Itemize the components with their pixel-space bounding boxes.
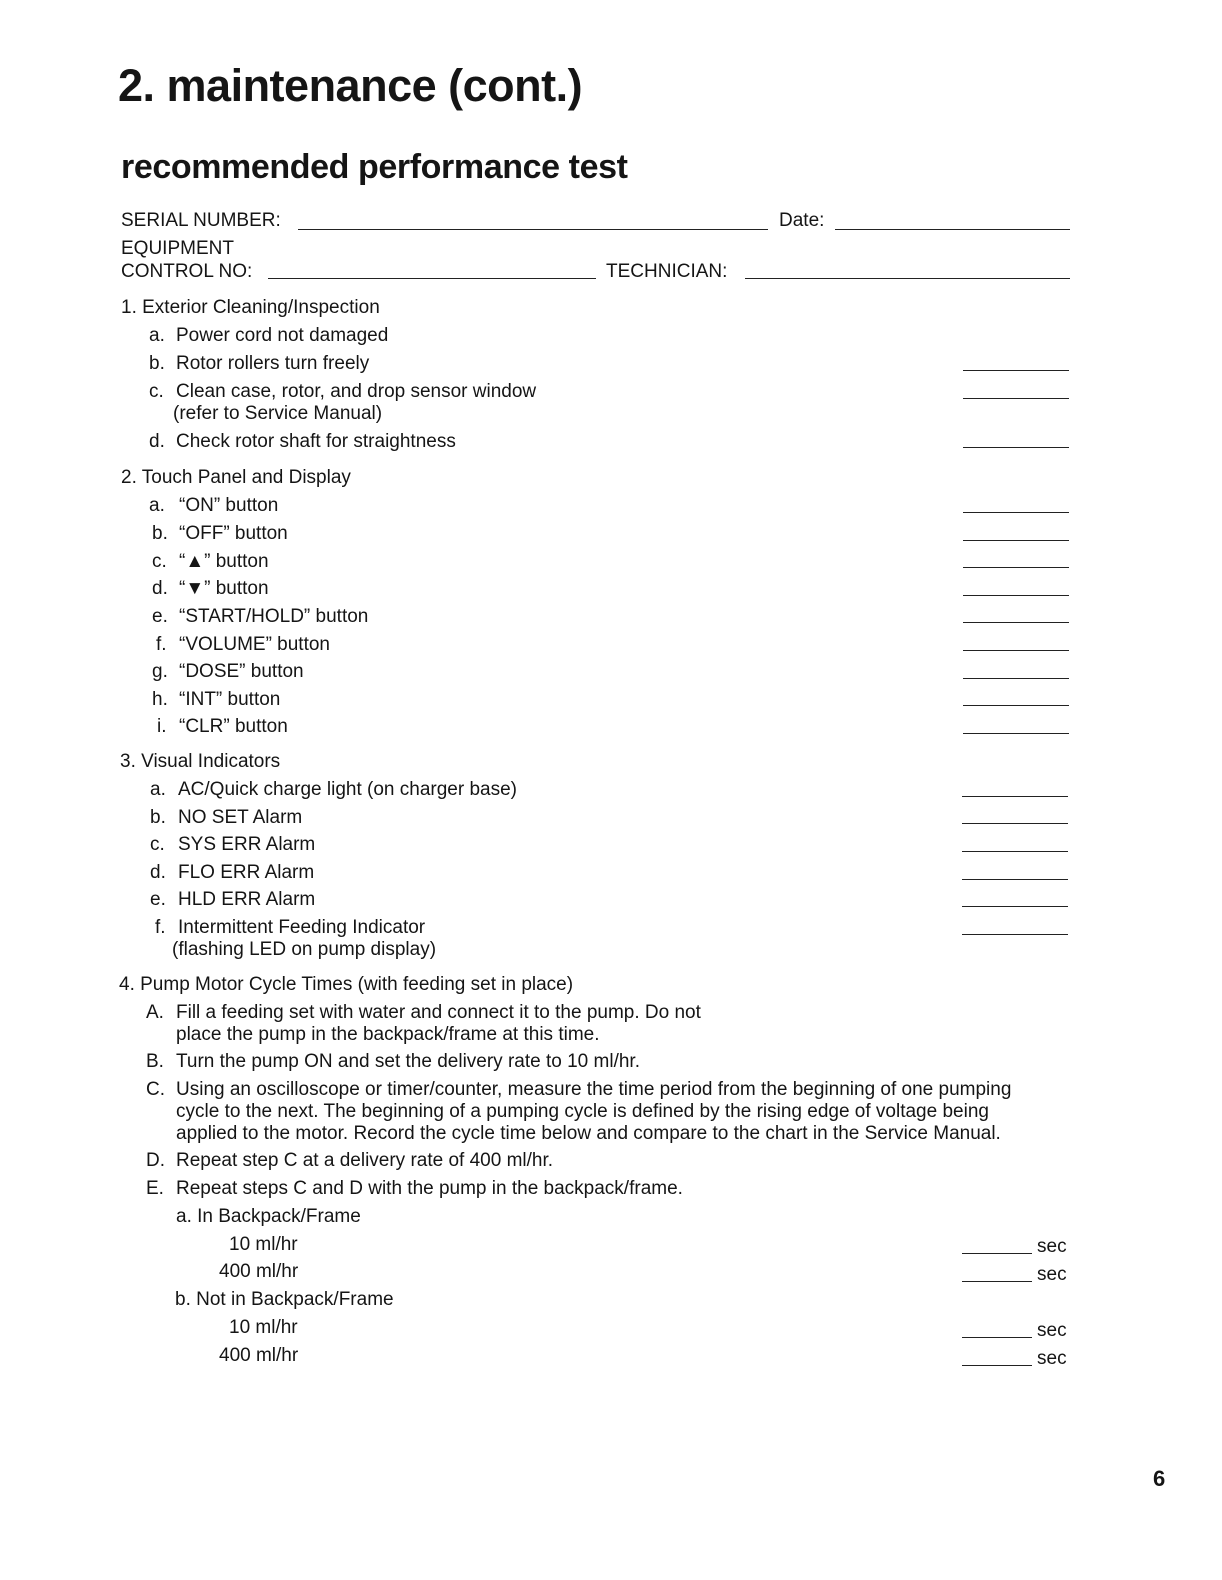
list-item-text: FLO ERR Alarm	[178, 862, 315, 883]
control-no-field[interactable]	[268, 278, 596, 279]
list-item-label: b.	[150, 807, 166, 828]
sec-entry-line[interactable]	[962, 1365, 1032, 1366]
list-item-text: NO SET Alarm	[178, 807, 303, 828]
check-line[interactable]	[963, 447, 1069, 448]
rate-label: 400 ml/hr	[219, 1345, 299, 1366]
section-3-title: 3. Visual Indicators	[120, 751, 281, 772]
step-text: Repeat steps C and D with the pump in the backpack/frame.	[176, 1178, 683, 1199]
list-item-text: Check rotor shaft for straightness	[176, 431, 456, 452]
step-label: E.	[146, 1178, 164, 1199]
check-line[interactable]	[963, 678, 1069, 679]
rate-label: 10 ml/hr	[229, 1317, 298, 1338]
step-text: applied to the motor. Record the cycle time below and compare to the chart in the Service Manual.	[176, 1123, 1001, 1144]
list-item-label: b.	[152, 523, 168, 544]
list-item-text: “▲” button	[179, 551, 269, 572]
list-item-text: Rotor rollers turn freely	[176, 353, 370, 374]
list-item-label: d.	[150, 862, 166, 883]
list-item-text: “CLR” button	[179, 716, 288, 737]
step-text: Using an oscilloscope or timer/counter, measure the time period from the beginning of one pumping	[176, 1079, 1012, 1100]
rate-label: 10 ml/hr	[229, 1234, 298, 1255]
list-item-label: a.	[149, 495, 165, 516]
list-item-text: Clean case, rotor, and drop sensor window	[176, 381, 537, 402]
list-item-label: i.	[157, 716, 167, 737]
list-item-text: “INT” button	[179, 689, 281, 710]
list-item-label: g.	[152, 661, 168, 682]
sec-entry-line[interactable]	[962, 1253, 1032, 1254]
section-1-title: 1. Exterior Cleaning/Inspection	[121, 297, 380, 318]
sec-entry-line[interactable]	[962, 1281, 1032, 1282]
check-line[interactable]	[963, 540, 1069, 541]
technician-field[interactable]	[745, 278, 1070, 279]
list-item-text: “ON” button	[179, 495, 279, 516]
list-item-label: c.	[149, 381, 164, 402]
step-text: place the pump in the backpack/frame at this time.	[176, 1024, 600, 1045]
check-line[interactable]	[962, 796, 1068, 797]
list-item-text: “START/HOLD” button	[179, 606, 369, 627]
check-line[interactable]	[963, 733, 1069, 734]
check-line[interactable]	[963, 705, 1069, 706]
check-line[interactable]	[962, 851, 1068, 852]
serial-number-label: SERIAL NUMBER:	[121, 210, 281, 231]
check-line[interactable]	[963, 567, 1069, 568]
list-item-text: Intermittent Feeding Indicator	[178, 917, 426, 938]
check-line[interactable]	[963, 622, 1069, 623]
step-label: C.	[146, 1079, 165, 1100]
list-item-text-cont: (refer to Service Manual)	[173, 403, 383, 424]
check-line[interactable]	[962, 934, 1068, 935]
sub-heading-in-backpack: a. In Backpack/Frame	[176, 1206, 361, 1227]
list-item-label: e.	[152, 606, 168, 627]
list-item-text: HLD ERR Alarm	[178, 889, 316, 910]
page-title: 2. maintenance (cont.)	[118, 60, 583, 111]
step-label: D.	[146, 1150, 165, 1171]
date-field[interactable]	[835, 229, 1070, 230]
equipment-label: EQUIPMENT	[121, 238, 234, 259]
technician-label: TECHNICIAN:	[606, 261, 728, 282]
list-item-label: c.	[152, 551, 167, 572]
check-line[interactable]	[962, 879, 1068, 880]
sec-entry-line[interactable]	[962, 1337, 1032, 1338]
control-no-label: CONTROL NO:	[121, 261, 253, 282]
list-item-text: “▼” button	[179, 578, 269, 599]
section-4-title: 4. Pump Motor Cycle Times (with feeding set in place)	[119, 974, 574, 995]
serial-number-field[interactable]	[298, 229, 768, 230]
check-line[interactable]	[963, 370, 1069, 371]
step-text: Fill a feeding set with water and connect it to the pump. Do not	[176, 1002, 701, 1023]
step-label: A.	[146, 1002, 164, 1023]
step-text: Repeat step C at a delivery rate of 400 ml/hr.	[176, 1150, 554, 1171]
step-text: Turn the pump ON and set the delivery rate to 10 ml/hr.	[176, 1051, 640, 1072]
list-item-text: “OFF” button	[179, 523, 288, 544]
check-line[interactable]	[963, 650, 1069, 651]
section-2-title: 2. Touch Panel and Display	[121, 467, 351, 488]
step-text: cycle to the next. The beginning of a pumping cycle is defined by the rising edge of voltage being	[176, 1101, 989, 1122]
list-item-label: f.	[155, 917, 166, 938]
rate-label: 400 ml/hr	[219, 1261, 299, 1282]
unit-label: sec	[1037, 1264, 1067, 1285]
list-item-label: b.	[149, 353, 165, 374]
list-item-text: SYS ERR Alarm	[178, 834, 316, 855]
list-item-text: AC/Quick charge light (on charger base)	[178, 779, 517, 800]
check-line[interactable]	[962, 906, 1068, 907]
list-item-text: “DOSE” button	[179, 661, 304, 682]
date-label: Date:	[779, 210, 825, 231]
list-item-text: Power cord not damaged	[176, 325, 389, 346]
unit-label: sec	[1037, 1348, 1067, 1369]
list-item-label: a.	[149, 325, 165, 346]
check-line[interactable]	[963, 398, 1069, 399]
check-line[interactable]	[963, 595, 1069, 596]
unit-label: sec	[1037, 1236, 1067, 1257]
unit-label: sec	[1037, 1320, 1067, 1341]
list-item-label: a.	[150, 779, 166, 800]
list-item-label: d.	[152, 578, 168, 599]
list-item-label: h.	[152, 689, 168, 710]
page-number: 6	[1153, 1466, 1166, 1491]
list-item-label: e.	[150, 889, 166, 910]
list-item-text: “VOLUME” button	[179, 634, 330, 655]
list-item-text-cont: (flashing LED on pump display)	[172, 939, 437, 960]
check-line[interactable]	[963, 512, 1069, 513]
check-line[interactable]	[962, 823, 1068, 824]
step-label: B.	[146, 1051, 164, 1072]
list-item-label: f.	[156, 634, 167, 655]
list-item-label: d.	[149, 431, 165, 452]
page-subtitle: recommended performance test	[121, 148, 628, 186]
list-item-label: c.	[150, 834, 165, 855]
sub-heading-not-in-backpack: b. Not in Backpack/Frame	[175, 1289, 394, 1310]
